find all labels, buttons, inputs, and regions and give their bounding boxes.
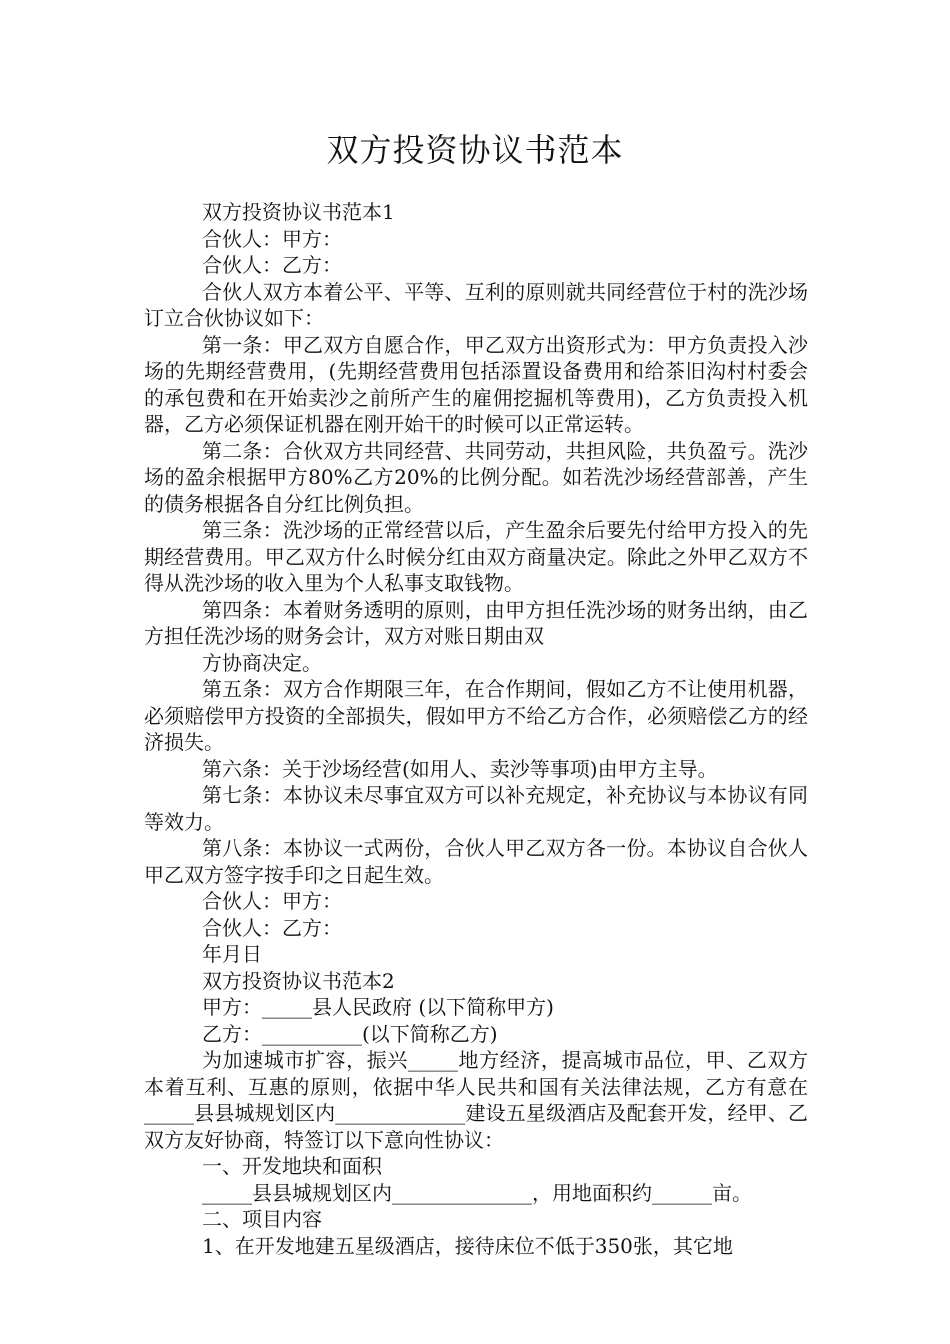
document-title: 双方投资协议书范本 <box>326 131 624 169</box>
paragraph: 第五条：双方合作期限三年，在合作期间，假如乙方不让使用机器，必须赔偿甲方投资的全部损失，假如甲方不给乙方合作，必须赔偿乙方的经济损失。 <box>144 677 808 754</box>
paragraph: 合伙人双方本着公平、平等、互利的原则就共同经营位于村的洗沙场订立合伙协议如下： <box>144 279 808 330</box>
paragraph: 合伙人：乙方： <box>202 253 342 277</box>
paragraph: 第四条：本着财务透明的原则，由甲方担任洗沙场的财务出纳，由乙方担任洗沙场的财务会计，双方对账日期由双 <box>144 597 808 648</box>
paragraph: 第一条：甲乙双方自愿合作，甲乙双方出资形式为：甲方负责投入沙场的先期经营费用，(先期经营费用包括添置设备费用和给茶旧沟村村委会的承包费和在开始卖沙之前所产生的雇佣挖掘机等费用)，乙方负责投入机器，乙方必须保证机器在刚开始干的时候可以正常运转。 <box>144 332 808 436</box>
paragraph: 年月日 <box>202 942 262 966</box>
paragraph: 方协商决定。 <box>202 650 322 675</box>
paragraph: 1、在开发地建五星级酒店，接待床位不低于350张，其它地 <box>202 1233 733 1258</box>
paragraph: 第三条：洗沙场的正常经营以后，产生盈余后要先付给甲方投入的先期经营费用。甲乙双方什么时候分红由双方商量决定。除此之外甲乙双方不得从洗沙场的收入里为个人私事支取钱物。 <box>144 518 808 595</box>
document-body <box>144 199 808 1259</box>
paragraph: 合伙人：甲方： <box>202 889 342 913</box>
paragraph: 第二条：合伙双方共同经营、共同劳动，共担风险，共负盈亏。洗沙场的盈余根据甲方80%乙方20%的比例分配。如若洗沙场经营部善，产生的债务根据各自分红比例负担。 <box>144 438 808 516</box>
paragraph: 二、项目内容 <box>202 1207 322 1231</box>
paragraph: _____县县城规划区内______________，用地面积约______亩。 <box>202 1180 752 1205</box>
paragraph: 第六条：关于沙场经营(如用人、卖沙等事项)由甲方主导。 <box>202 756 718 781</box>
paragraph: 双方投资协议书范本1 <box>202 200 395 224</box>
paragraph: 甲方：_____县人民政府 (以下简称甲方) <box>202 995 554 1019</box>
paragraph: 第八条：本协议一式两份，合伙人甲乙双方各一份。本协议自合伙人甲乙双方签字按手印之日起生效。 <box>144 836 808 887</box>
paragraph: 合伙人：乙方： <box>202 915 342 940</box>
paragraph: 乙方：__________(以下简称乙方) <box>202 1021 498 1046</box>
paragraph: 第七条：本协议未尽事宜双方可以补充规定，补充协议与本协议有同等效力。 <box>144 783 808 834</box>
paragraph: 合伙人：甲方： <box>202 226 342 251</box>
paragraph: 一、开发地块和面积 <box>202 1154 382 1178</box>
paragraph: 双方投资协议书范本2 <box>202 968 395 993</box>
paragraph: 为加速城市扩容，振兴_____地方经济，提高城市品位，甲、乙双方本着互利、互惠的原则，依据中华人民共和国有关法律法规，乙方有意在_____县县城规划区内_____________建设五星级酒店及配套开发，经甲、乙双方友好协商，特签订以下意向性协议： <box>144 1048 808 1152</box>
